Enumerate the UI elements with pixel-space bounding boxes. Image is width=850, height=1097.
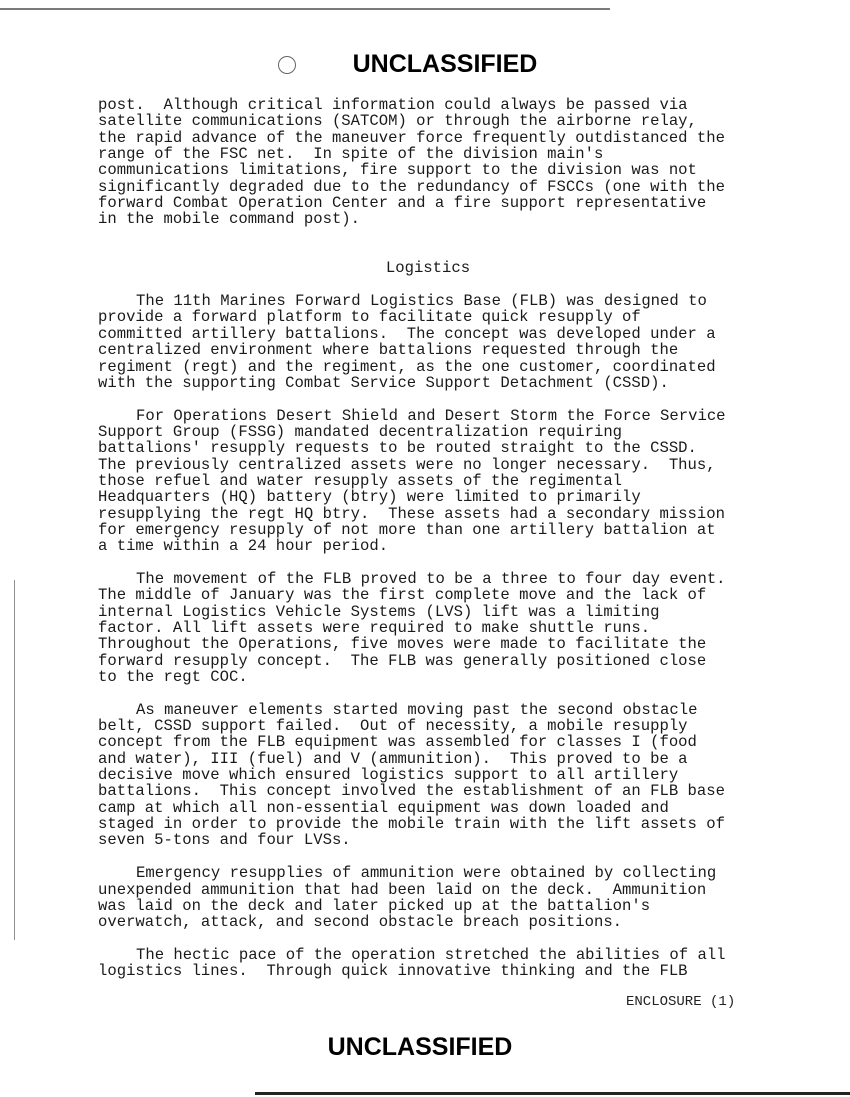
classification-footer: UNCLASSIFIED xyxy=(327,1033,513,1061)
paragraph-line: camp at which all non-essential equipment was down loaded and xyxy=(98,798,669,817)
paragraph-line: The previously centralized assets were no longer necessary. Thus, xyxy=(98,455,716,474)
blank-line xyxy=(98,391,758,407)
paragraph-line: provide a forward platform to facilitate quick resupply of xyxy=(98,308,641,327)
paragraph-line: overwatch, attack, and second obstacle breach positions. xyxy=(98,913,623,932)
paragraph-line: was laid on the deck and later picked up at the battalion's xyxy=(98,896,651,915)
paragraph-line: decisive move which ensured logistics support to all artillery xyxy=(98,766,679,785)
blank-line xyxy=(98,849,758,865)
paragraph-line: with the supporting Combat Service Support Detachment (CSSD). xyxy=(98,373,669,392)
scan-artifact-top-line xyxy=(0,8,610,10)
blank-line xyxy=(98,228,758,244)
paragraph-line: Support Group (FSSG) mandated decentralization requiring xyxy=(98,422,623,441)
paragraph-line: communications limitations, fire support to the division was not xyxy=(98,161,697,180)
paragraph-line: staged in order to provide the mobile train with the lift assets of xyxy=(98,815,725,834)
section-heading: Logistics xyxy=(385,259,471,278)
paragraph-line: post. Although critical information could always be passed via xyxy=(98,96,688,114)
blank-line xyxy=(98,685,758,701)
paragraph-line: factor. All lift assets were required to make shuttle runs. xyxy=(98,619,651,637)
paragraph-line: Emergency resupplies of ammunition were obtained by collecting xyxy=(136,864,717,883)
paragraph-line: The 11th Marines Forward Logistics Base (FLB) was designed to xyxy=(136,292,707,311)
blank-line xyxy=(98,555,758,571)
paragraph-line: those refuel and water resupply assets of the regimental xyxy=(98,471,623,490)
paragraph-line: battalions' resupply requests to be routed straight to the CSSD. xyxy=(98,439,697,458)
paragraph-line: satellite communications (SATCOM) or through the airborne relay, xyxy=(98,112,697,131)
paragraph-line: concept from the FLB equipment was assembled for classes I (food xyxy=(98,733,697,752)
document-body xyxy=(98,97,758,980)
blank-line xyxy=(98,277,758,293)
paragraph-line: The movement of the FLB proved to be a three to four day event. xyxy=(136,569,726,588)
paragraph-line: The middle of January was the first complete move and the lack of xyxy=(98,586,707,605)
paragraph-line: the rapid advance of the maneuver force frequently outdistanced the xyxy=(98,128,725,147)
paragraph-line: for emergency resupply of not more than one artillery battalion at xyxy=(98,520,716,539)
paragraph-line: in the mobile command post). xyxy=(98,210,361,229)
paragraph-line: logistics lines. Through quick innovative thinking and the FLB xyxy=(98,962,688,981)
enclosure-label: ENCLOSURE (1) xyxy=(626,994,736,1010)
paragraph-line: a time within a 24 hour period. xyxy=(98,537,389,556)
paragraph-line: committed artillery battalions. The concept was developed under a xyxy=(98,324,716,343)
paragraph-line: centralized environment where battalions requested through the xyxy=(98,341,679,360)
paragraph-line: range of the FSC net. In spite of the division main's xyxy=(98,145,604,164)
paragraph-line: resupplying the regt HQ btry. These assets had a secondary mission xyxy=(98,504,725,523)
classification-header: UNCLASSIFIED xyxy=(352,50,538,78)
paragraph-line: battalions. This concept involved the establishment of an FLB base xyxy=(98,782,725,801)
paragraph-line: internal Logistics Vehicle Systems (LVS) lift was a limiting xyxy=(98,602,660,621)
paragraph-line: to the regt COC. xyxy=(98,668,248,687)
paragraph-line: regiment (regt) and the regiment, as the one customer, coordinated xyxy=(98,357,716,376)
blank-line xyxy=(98,244,758,260)
paragraph-line: seven 5-tons and four LVSs. xyxy=(98,831,351,850)
paragraph-line: significantly degraded due to the redundancy of FSCCs (one with the xyxy=(98,177,725,196)
paragraph-line: As maneuver elements started moving past the second obstacle xyxy=(136,700,698,719)
scan-artifact-bottom-line xyxy=(255,1092,850,1095)
scan-artifact-left-margin xyxy=(14,580,15,940)
paragraph-line: For Operations Desert Shield and Desert Storm the Force Service xyxy=(136,406,726,425)
paragraph-line: unexpended ammunition that had been laid on the deck. Ammunition xyxy=(98,880,707,899)
paragraph-line: forward resupply concept. The FLB was generally positioned close xyxy=(98,651,707,670)
paragraph-line: The hectic pace of the operation stretched the abilities of all xyxy=(136,945,726,964)
paragraph-line: forward Combat Operation Center and a fire support representative xyxy=(98,194,707,213)
paragraph-line: Headquarters (HQ) battery (btry) were limited to primarily xyxy=(98,488,641,507)
paragraph-line: belt, CSSD support failed. Out of necessity, a mobile resupply xyxy=(98,717,688,736)
paragraph-line: and water), III (fuel) and V (ammunition). This proved to be a xyxy=(98,749,688,768)
blank-line xyxy=(98,931,758,947)
paragraph-line: Throughout the Operations, five moves were made to facilitate the xyxy=(98,635,707,654)
